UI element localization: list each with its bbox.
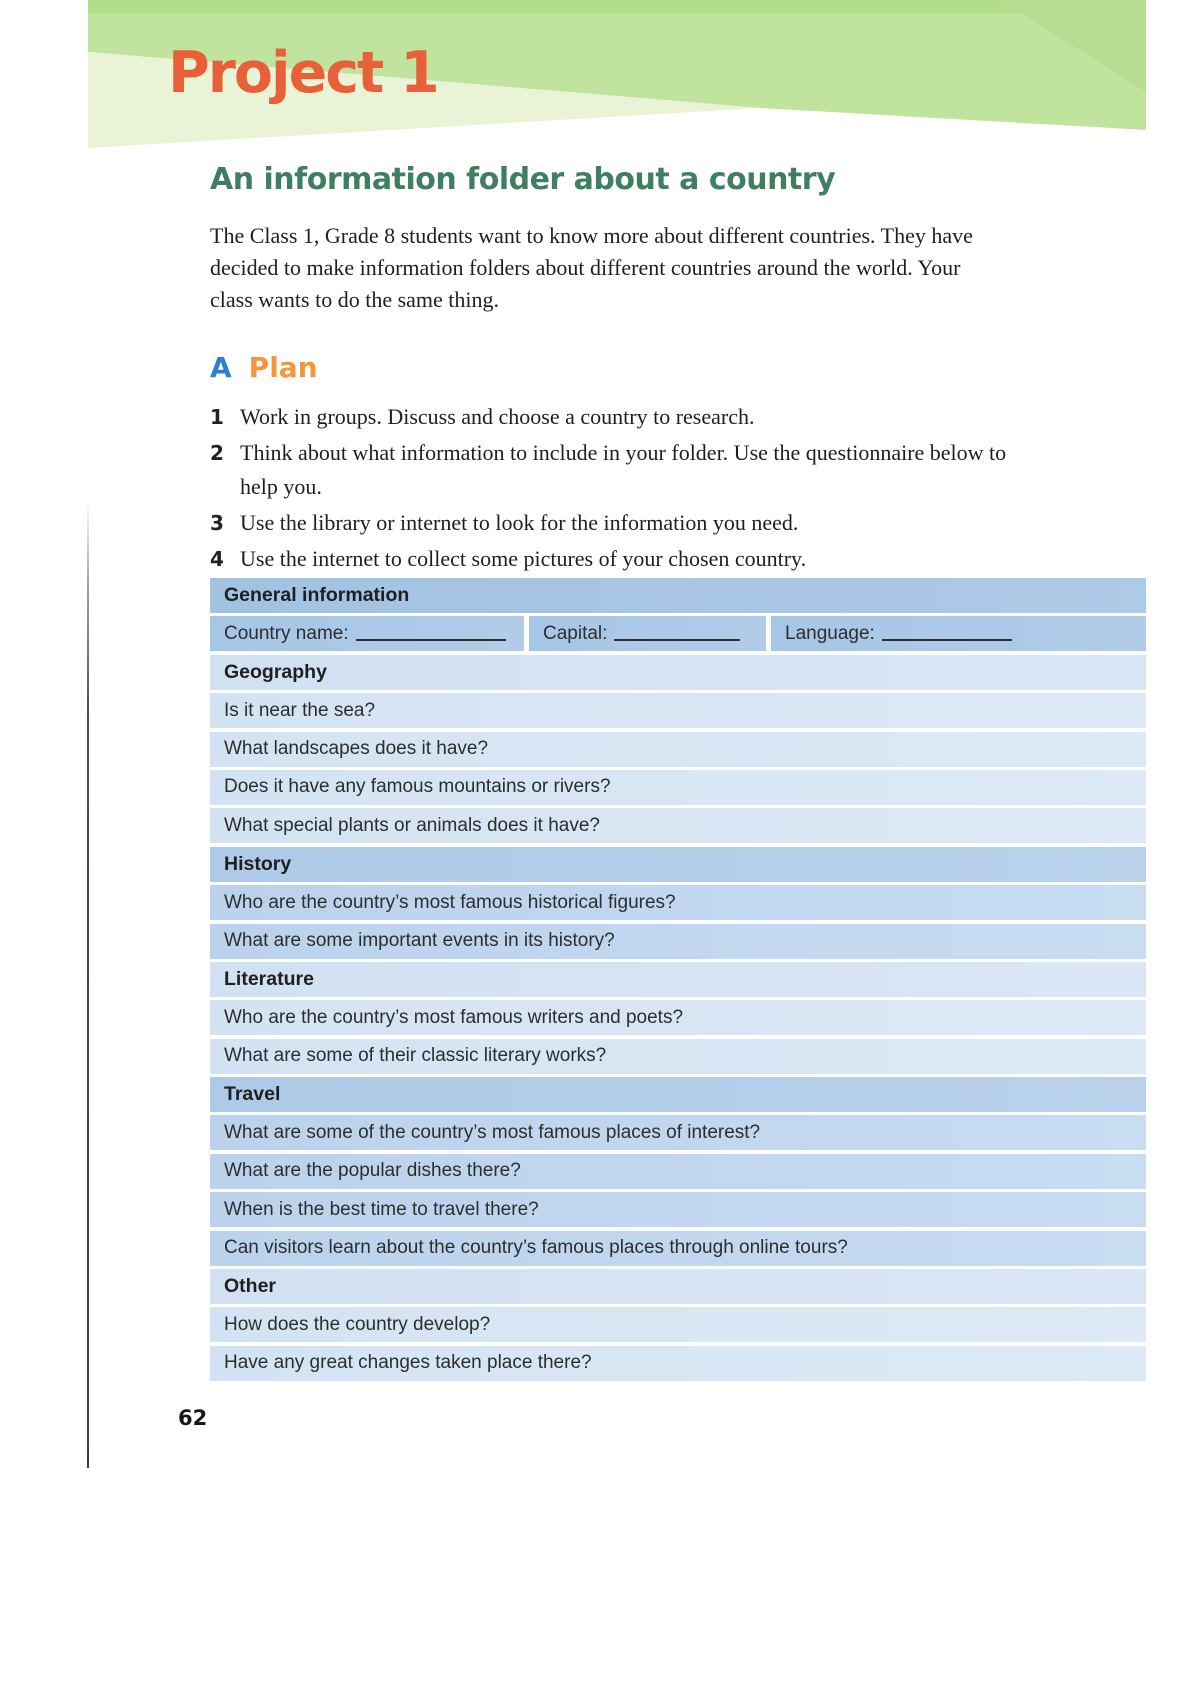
question-row: Does it have any famous mountains or rivers? — [210, 770, 1146, 805]
plan-step-number: 3 — [210, 511, 224, 535]
field-cell — [771, 616, 1146, 651]
page-edge-rule — [87, 500, 89, 1468]
plan-step-text: Work in groups. Discuss and choose a country to research. — [240, 404, 755, 429]
question-row: What are some of their classic literary works? — [210, 1039, 1146, 1074]
plan-steps-list — [210, 400, 1155, 578]
question-row: What are some important events in its history? — [210, 924, 1146, 959]
plan-step-number: 2 — [210, 441, 224, 465]
fields-row — [210, 616, 1146, 651]
question-row: Is it near the sea? — [210, 693, 1146, 728]
field-label: Country name: — [224, 622, 349, 644]
questionnaire-table — [210, 578, 1146, 1384]
page-number: 62 — [178, 1406, 208, 1430]
plan-step-number: 4 — [210, 547, 224, 571]
question-row: What are the popular dishes there? — [210, 1154, 1146, 1189]
plan-step-text: Think about what information to include in your folder. Use the questionnaire below to help you. — [240, 440, 1007, 499]
question-row: Who are the country’s most famous writers and poets? — [210, 1000, 1146, 1035]
field-label: Language: — [785, 622, 875, 644]
section-header-row: Literature — [210, 962, 1146, 997]
project-title: Project 1 — [168, 40, 438, 106]
field-label: Capital: — [543, 622, 608, 644]
question-row: Can visitors learn about the country’s famous places through online tours? — [210, 1231, 1146, 1266]
section-header-row: History — [210, 847, 1146, 882]
plan-section-letter: A — [210, 351, 232, 384]
plan-step — [210, 542, 1155, 576]
plan-step — [210, 400, 1155, 434]
section-header-row: Geography — [210, 655, 1146, 690]
question-row: When is the best time to travel there? — [210, 1192, 1146, 1227]
plan-section-heading — [210, 351, 318, 385]
plan-section-title: Plan — [248, 351, 318, 384]
blank-line — [356, 627, 506, 641]
banner-top-strip — [88, 0, 1146, 13]
plan-step-text: Use the library or internet to look for the information you need. — [240, 510, 799, 535]
question-row: What landscapes does it have? — [210, 732, 1146, 767]
intro-paragraph: The Class 1, Grade 8 students want to know more about different countries. They have decided to make information folders about different countries around the world. Your class wants to do the same thing. — [210, 223, 973, 312]
blank-line — [882, 627, 1012, 641]
question-row: Who are the country’s most famous historical figures? — [210, 885, 1146, 920]
section-header-row: Travel — [210, 1077, 1146, 1112]
question-row: What are some of the country’s most famous places of interest? — [210, 1115, 1146, 1150]
blank-line — [614, 627, 740, 641]
section-header-row: General information — [210, 578, 1146, 613]
question-row: Have any great changes taken place there? — [210, 1346, 1146, 1381]
field-cell — [529, 616, 766, 651]
plan-step-number: 1 — [210, 405, 224, 429]
plan-step — [210, 436, 1155, 504]
section-header-row: Other — [210, 1269, 1146, 1304]
field-cell — [210, 616, 524, 651]
question-row: What special plants or animals does it have? — [210, 808, 1146, 843]
main-heading: An information folder about a country — [210, 162, 836, 197]
plan-step — [210, 506, 1155, 540]
header-banner — [88, 0, 1146, 150]
plan-step-text: Use the internet to collect some pictures of your chosen country. — [240, 546, 807, 571]
question-row: How does the country develop? — [210, 1307, 1146, 1342]
